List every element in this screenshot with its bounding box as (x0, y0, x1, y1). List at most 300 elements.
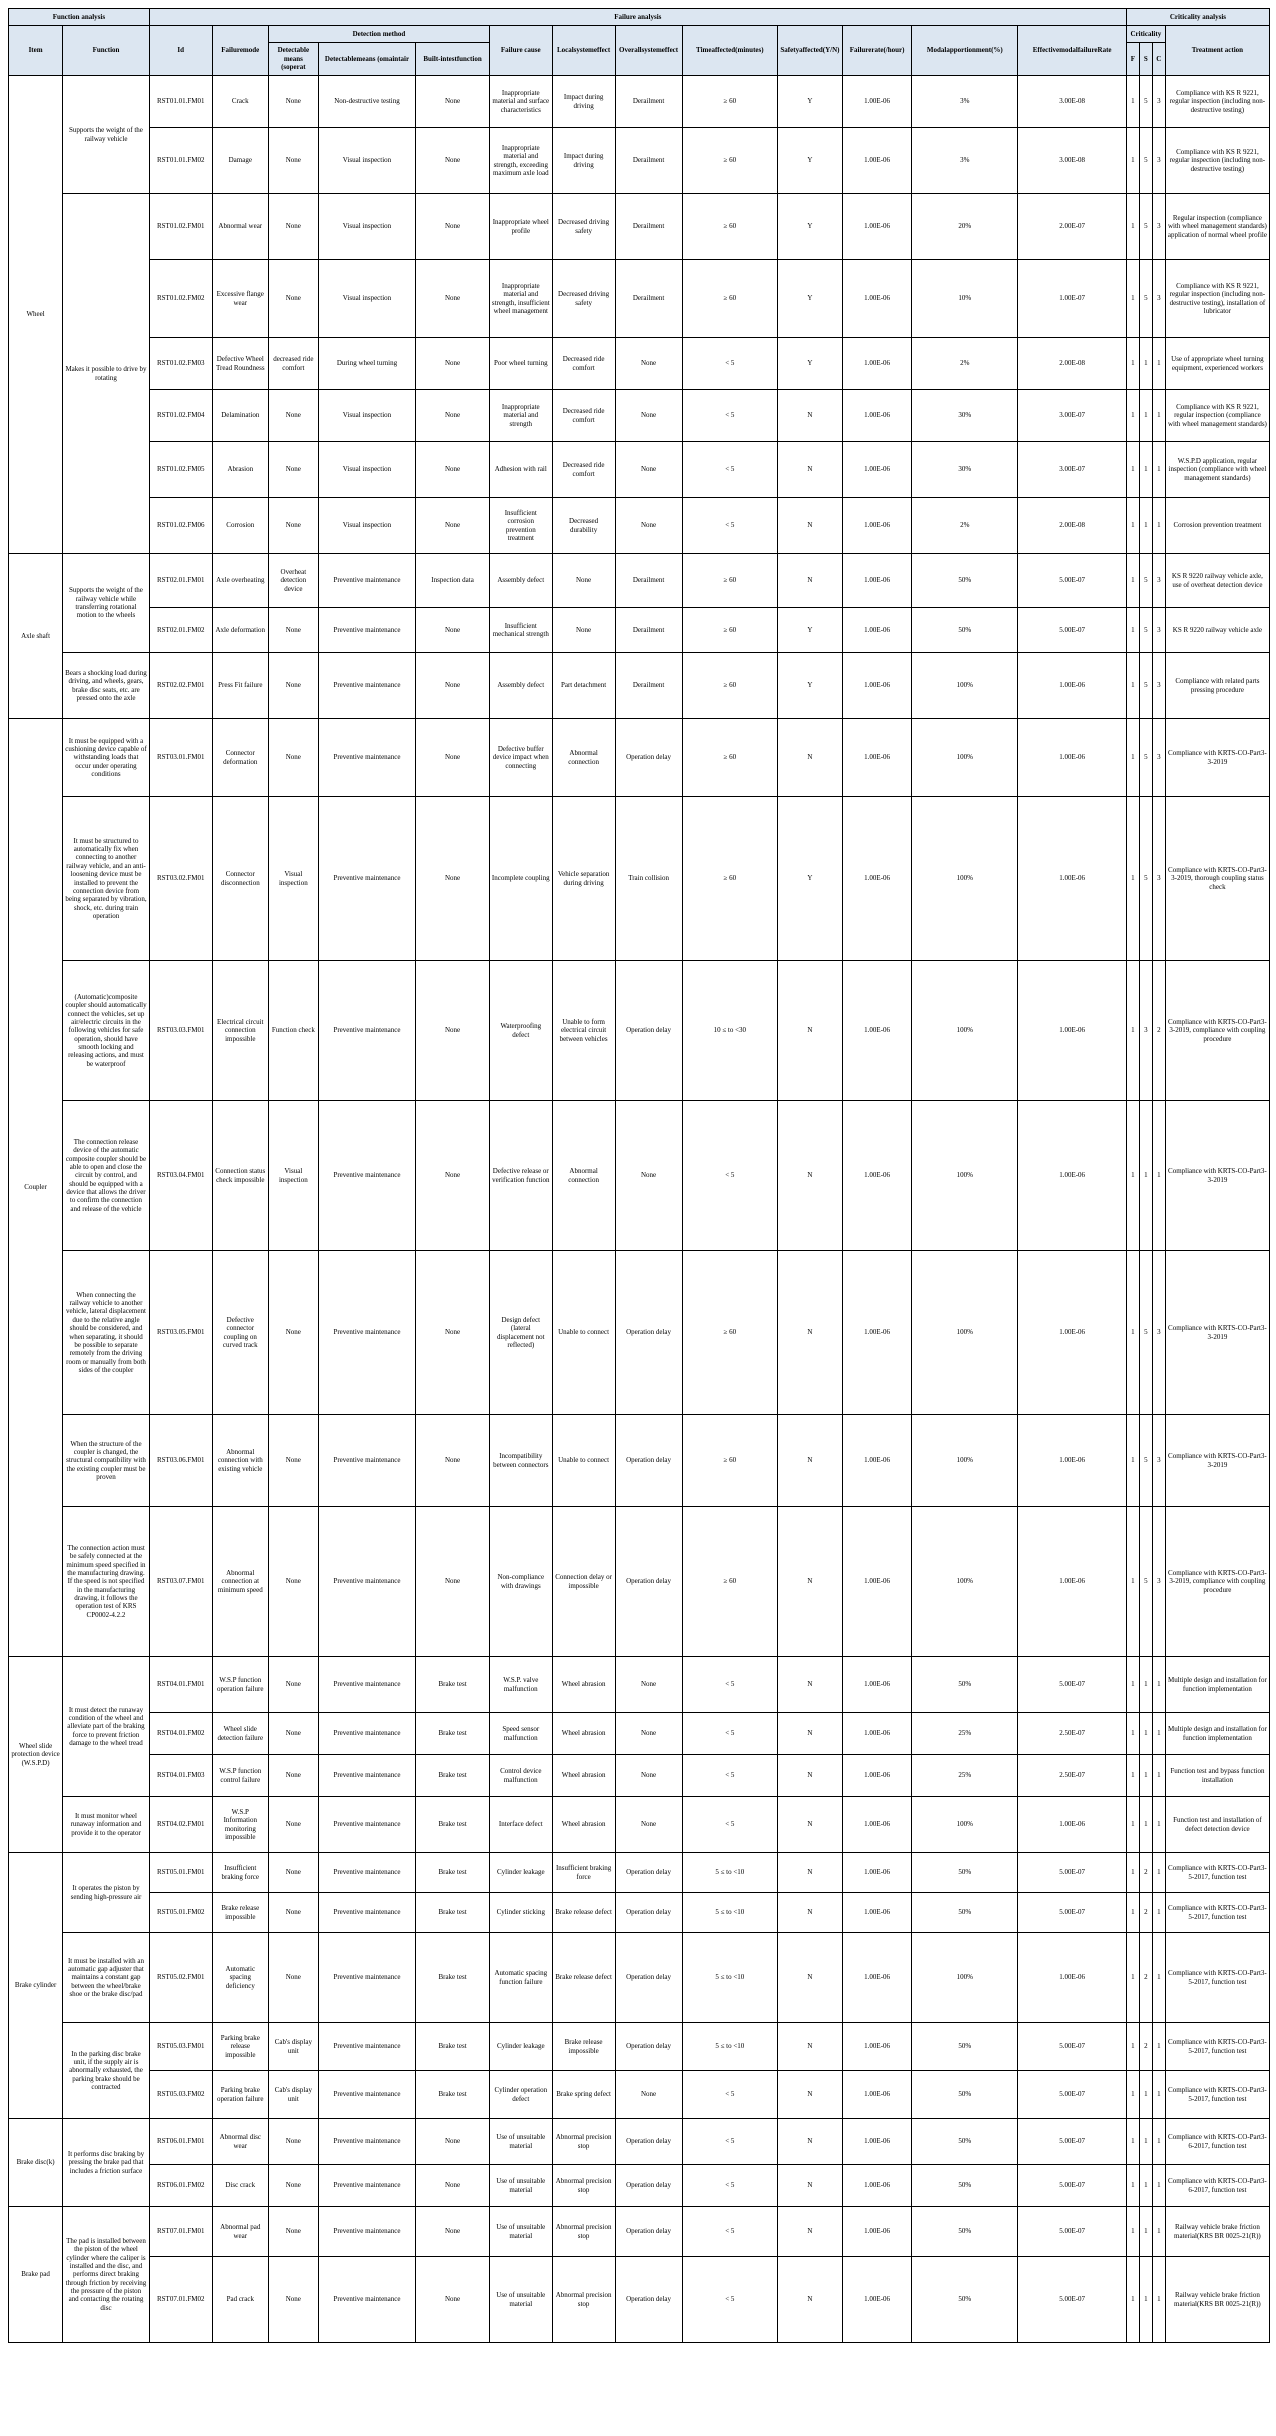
built-in-test-cell: Brake test (416, 1755, 490, 1797)
safety-affected-cell: N (777, 442, 842, 498)
local-effect-cell: Wheel abrasion (552, 1713, 615, 1755)
table-row (9, 719, 1270, 797)
modal-apportionment-cell: 100% (912, 1933, 1018, 2023)
local-effect-cell: Unable to form electrical circuit between vehicles (552, 961, 615, 1101)
detectable-means-operator-header: Detectable means (soperat (268, 43, 318, 76)
effective-rate-cell: 3.00E-07 (1018, 390, 1126, 442)
failure-mode-cell: Abnormal wear (212, 194, 268, 260)
treatment-action-cell: Compliance with KRTS-CO-Part3-3-2019, thorough coupling status check (1165, 797, 1269, 961)
s-value-cell: 2 (1139, 2023, 1152, 2071)
c-value-cell: 3 (1152, 653, 1165, 719)
overall-effect-cell: Derailment (615, 194, 682, 260)
failure-id-cell: RST04.01.FM03 (149, 1755, 212, 1797)
local-effect-cell: Wheel abrasion (552, 1657, 615, 1713)
c-value-cell: 1 (1152, 2165, 1165, 2207)
built-in-test-cell: Brake test (416, 1657, 490, 1713)
local-effect-cell: Impact during driving (552, 128, 615, 194)
built-in-test-cell: None (416, 2257, 490, 2343)
safety-affected-cell: Y (777, 260, 842, 338)
failure-rate-cell: 1.00E-06 (842, 1507, 911, 1657)
failure-rate-cell: 1.00E-06 (842, 2023, 911, 2071)
failure-cause-cell: Use of unsuitable material (489, 2207, 552, 2257)
s-value-cell: 5 (1139, 128, 1152, 194)
treatment-action-cell: Multiple design and installation for function implementation (1165, 1657, 1269, 1713)
local-effect-cell: Abnormal connection (552, 719, 615, 797)
detectable-means-maintainer-cell: Preventive maintenance (318, 1507, 415, 1657)
f-value-cell: 1 (1126, 194, 1139, 260)
time-affected-cell: ≥ 60 (682, 128, 777, 194)
treatment-action-cell: Compliance with KRTS-CO-Part3-5-2017, function test (1165, 1933, 1269, 2023)
local-effect-cell: Decreased ride comfort (552, 442, 615, 498)
failure-rate-cell: 1.00E-06 (842, 797, 911, 961)
failure-mode-cell: Disc crack (212, 2165, 268, 2207)
failure-rate-cell: 1.00E-06 (842, 2119, 911, 2165)
f-value-cell: 1 (1126, 498, 1139, 554)
safety-affected-cell: N (777, 1755, 842, 1797)
effective-rate-cell: 1.00E-07 (1018, 260, 1126, 338)
detectable-means-operator-cell: None (268, 2165, 318, 2207)
time-affected-cell: ≥ 60 (682, 1415, 777, 1507)
local-effect-cell: Part detachment (552, 653, 615, 719)
c-header: C (1152, 43, 1165, 76)
f-value-cell: 1 (1126, 1797, 1139, 1853)
safety-affected-cell: Y (777, 128, 842, 194)
failure-id-cell: RST05.02.FM01 (149, 1933, 212, 2023)
treatment-action-cell: Compliance with KRTS-CO-Part3-5-2017, function test (1165, 2023, 1269, 2071)
overall-effect-cell: Operation delay (615, 1853, 682, 1893)
failure-id-cell: RST03.04.FM01 (149, 1101, 212, 1251)
time-affected-cell: ≥ 60 (682, 653, 777, 719)
built-in-test-cell: None (416, 338, 490, 390)
table-row (9, 961, 1270, 1101)
local-effect-cell: Brake release impossible (552, 2023, 615, 2071)
local-effect-cell: Decreased ride comfort (552, 338, 615, 390)
detectable-means-maintainer-cell: Visual inspection (318, 390, 415, 442)
detection-method-header: Detection method (268, 26, 489, 43)
built-in-test-cell: None (416, 2207, 490, 2257)
built-in-test-cell: Brake test (416, 2023, 490, 2071)
c-value-cell: 3 (1152, 797, 1165, 961)
failure-id-cell: RST03.07.FM01 (149, 1507, 212, 1657)
failure-id-cell: RST03.02.FM01 (149, 797, 212, 961)
table-row (9, 2207, 1270, 2257)
time-affected-cell: < 5 (682, 390, 777, 442)
failure-rate-cell: 1.00E-06 (842, 1657, 911, 1713)
modal-apportionment-cell: 100% (912, 1415, 1018, 1507)
failure-id-cell: RST01.02.FM03 (149, 338, 212, 390)
s-value-cell: 5 (1139, 797, 1152, 961)
overall-effect-cell: Operation delay (615, 719, 682, 797)
table-row (9, 1101, 1270, 1251)
item-header: Item (9, 26, 63, 76)
time-affected-cell: < 5 (682, 1713, 777, 1755)
c-value-cell: 1 (1152, 442, 1165, 498)
safety-affected-cell: N (777, 2207, 842, 2257)
local-effect-cell: None (552, 554, 615, 608)
failure-cause-cell: Cylinder sticking (489, 1893, 552, 1933)
failure-mode-cell: Electrical circuit connection impossible (212, 961, 268, 1101)
detectable-means-operator-cell: None (268, 1251, 318, 1415)
built-in-test-cell: None (416, 961, 490, 1101)
effective-rate-cell: 5.00E-07 (1018, 608, 1126, 653)
detectable-means-maintainer-cell: Preventive maintenance (318, 1251, 415, 1415)
detectable-means-maintainer-cell: Preventive maintenance (318, 719, 415, 797)
effective-rate-cell: 1.00E-06 (1018, 1101, 1126, 1251)
modal-apportionment-cell: 3% (912, 76, 1018, 128)
overall-effect-cell: Train collision (615, 797, 682, 961)
local-effect-cell: Abnormal precision stop (552, 2207, 615, 2257)
failure-mode-cell: Wheel slide detection failure (212, 1713, 268, 1755)
c-value-cell: 3 (1152, 1507, 1165, 1657)
failure-rate-cell: 1.00E-06 (842, 338, 911, 390)
failure-rate-cell: 1.00E-06 (842, 1755, 911, 1797)
safety-affected-cell: N (777, 1101, 842, 1251)
modal-apportionment-cell: 25% (912, 1755, 1018, 1797)
treatment-action-cell: Use of appropriate wheel turning equipment, experienced workers (1165, 338, 1269, 390)
failure-mode-cell: Connector disconnection (212, 797, 268, 961)
failure-rate-cell: 1.00E-06 (842, 1797, 911, 1853)
modal-apportionment-cell: 50% (912, 2071, 1018, 2119)
failure-cause-cell: Poor wheel turning (489, 338, 552, 390)
detectable-means-maintainer-cell: Preventive maintenance (318, 797, 415, 961)
failure-cause-cell: Cylinder operation defect (489, 2071, 552, 2119)
function-cell: In the parking disc brake unit, if the supply air is abnormally exhausted, the parking brake should be contracted (63, 2023, 150, 2119)
treatment-action-cell: Compliance with KRTS-CO-Part3-5-2017, function test (1165, 1893, 1269, 1933)
function-cell: Makes it possible to drive by rotating (63, 194, 150, 554)
table-row (9, 1713, 1270, 1755)
failure-id-cell: RST07.01.FM01 (149, 2207, 212, 2257)
overall-effect-cell: None (615, 1657, 682, 1713)
time-affected-cell: < 5 (682, 1657, 777, 1713)
table-row (9, 653, 1270, 719)
detectable-means-maintainer-cell: Preventive maintenance (318, 1893, 415, 1933)
s-value-cell: 2 (1139, 1933, 1152, 2023)
failure-mode-cell: Automatic spacing deficiency (212, 1933, 268, 2023)
time-affected-cell: < 5 (682, 442, 777, 498)
treatment-action-cell: Compliance with KRTS-CO-Part3-6-2017, function test (1165, 2165, 1269, 2207)
time-affected-cell: 5 ≤ to <10 (682, 2023, 777, 2071)
detectable-means-maintainer-cell: Preventive maintenance (318, 961, 415, 1101)
s-value-cell: 5 (1139, 608, 1152, 653)
failure-cause-cell: W.S.P. valve malfunction (489, 1657, 552, 1713)
failure-mode-cell: Abnormal disc wear (212, 2119, 268, 2165)
overall-effect-cell: Derailment (615, 128, 682, 194)
treatment-action-cell: Compliance with KRTS-CO-Part3-5-2017, function test (1165, 1853, 1269, 1893)
table-row (9, 338, 1270, 390)
failure-cause-cell: Assembly defect (489, 554, 552, 608)
treatment-action-cell: Compliance with KS R 9221, regular inspection (including non-destructive testing) (1165, 128, 1269, 194)
time-affected-cell: ≥ 60 (682, 554, 777, 608)
table-row (9, 1251, 1270, 1415)
detectable-means-maintainer-cell: Preventive maintenance (318, 1797, 415, 1853)
failure-cause-cell: Inappropriate material and strength, exceeding maximum axle load (489, 128, 552, 194)
detectable-means-maintainer-cell: Preventive maintenance (318, 2165, 415, 2207)
time-affected-cell: < 5 (682, 2119, 777, 2165)
overall-effect-cell: Operation delay (615, 1251, 682, 1415)
overall-effect-cell: Derailment (615, 608, 682, 653)
c-value-cell: 3 (1152, 194, 1165, 260)
effective-rate-cell: 3.00E-07 (1018, 442, 1126, 498)
s-value-cell: 5 (1139, 554, 1152, 608)
time-affected-cell: < 5 (682, 338, 777, 390)
function-cell: It must be equipped with a cushioning device capable of withstanding loads that occur under operating conditions (63, 719, 150, 797)
built-in-test-cell: None (416, 442, 490, 498)
treatment-action-cell: Compliance with KRTS-CO-Part3-3-2019 (1165, 1101, 1269, 1251)
safety-affected-cell: Y (777, 76, 842, 128)
detectable-means-operator-cell: None (268, 390, 318, 442)
detectable-means-operator-cell: None (268, 1507, 318, 1657)
failure-cause-cell: Adhesion with rail (489, 442, 552, 498)
f-value-cell: 1 (1126, 1415, 1139, 1507)
failure-rate-cell: 1.00E-06 (842, 719, 911, 797)
failure-cause-cell: Automatic spacing function failure (489, 1933, 552, 2023)
detectable-means-operator-cell: None (268, 76, 318, 128)
failure-cause-cell: Use of unsuitable material (489, 2257, 552, 2343)
detectable-means-maintainer-cell: Preventive maintenance (318, 2023, 415, 2071)
s-value-cell: 1 (1139, 1101, 1152, 1251)
failure-cause-cell: Incompatibility between connectors (489, 1415, 552, 1507)
effective-rate-cell: 5.00E-07 (1018, 2257, 1126, 2343)
modal-apportionment-header: Modalapportionment(%) (912, 26, 1018, 76)
time-affected-cell: ≥ 60 (682, 1251, 777, 1415)
overall-effect-cell: Operation delay (615, 2207, 682, 2257)
f-value-cell: 1 (1126, 1657, 1139, 1713)
detectable-means-maintainer-cell: Preventive maintenance (318, 2207, 415, 2257)
overall-effect-cell: Derailment (615, 554, 682, 608)
failure-mode-cell: Brake release impossible (212, 1893, 268, 1933)
detectable-means-operator-cell: None (268, 608, 318, 653)
detectable-means-operator-cell: Cab's display unit (268, 2071, 318, 2119)
failure-rate-cell: 1.00E-06 (842, 1893, 911, 1933)
fmeca-table-container (8, 8, 1270, 2343)
function-cell: It must detect the runaway condition of the wheel and alleviate part of the braking force to prevent friction damage to the wheel tread (63, 1657, 150, 1797)
item-cell: Brake cylinder (9, 1853, 63, 2119)
function-cell: (Automatic)composite coupler should automatically connect the vehicles, set up air/electric circuits in the following vehicles for safe operation, should have smooth locking and releasing actions, and must be waterproof (63, 961, 150, 1101)
local-effect-cell: Brake release defect (552, 1893, 615, 1933)
id-header: Id (149, 26, 212, 76)
function-cell: The connection action must be safely connected at the minimum speed specified in the manufacturing drawing. If the speed is not specified in the manufacturing drawing, it follows the operation test of KRS CP0002-4.2.2 (63, 1507, 150, 1657)
failure-rate-cell: 1.00E-06 (842, 554, 911, 608)
failure-id-cell: RST01.02.FM06 (149, 498, 212, 554)
overall-effect-cell: Operation delay (615, 1933, 682, 2023)
f-value-cell: 1 (1126, 653, 1139, 719)
modal-apportionment-cell: 30% (912, 390, 1018, 442)
table-row (9, 2257, 1270, 2343)
detectable-means-maintainer-cell: Visual inspection (318, 194, 415, 260)
failure-mode-cell: Defective Wheel Tread Roundness (212, 338, 268, 390)
failure-mode-cell: Defective connector coupling on curved track (212, 1251, 268, 1415)
c-value-cell: 2 (1152, 961, 1165, 1101)
safety-affected-cell: N (777, 1853, 842, 1893)
detectable-means-maintainer-cell: Preventive maintenance (318, 2119, 415, 2165)
detectable-means-maintainer-cell: Non-destructive testing (318, 76, 415, 128)
item-cell: Coupler (9, 719, 63, 1657)
failure-cause-cell: Inappropriate material and strength (489, 390, 552, 442)
local-effect-cell: Decreased ride comfort (552, 390, 615, 442)
failure-rate-cell: 1.00E-06 (842, 390, 911, 442)
modal-apportionment-cell: 100% (912, 1797, 1018, 1853)
function-header: Function (63, 26, 150, 76)
detectable-means-maintainer-cell: Preventive maintenance (318, 1755, 415, 1797)
effective-rate-cell: 5.00E-07 (1018, 1657, 1126, 1713)
safety-affected-header: Safetyaffected(Y/N) (777, 26, 842, 76)
treatment-action-cell: Railway vehicle brake friction material(KRS BR 0025-21(R)) (1165, 2257, 1269, 2343)
detectable-means-operator-cell: Cab's display unit (268, 2023, 318, 2071)
f-value-cell: 1 (1126, 2119, 1139, 2165)
detectable-means-maintainer-cell: Preventive maintenance (318, 2071, 415, 2119)
failure-rate-cell: 1.00E-06 (842, 76, 911, 128)
effective-rate-cell: 1.00E-06 (1018, 1251, 1126, 1415)
modal-apportionment-cell: 3% (912, 128, 1018, 194)
s-value-cell: 5 (1139, 260, 1152, 338)
treatment-action-cell: Multiple design and installation for function implementation (1165, 1713, 1269, 1755)
built-in-test-header: Built-intestfunction (416, 43, 490, 76)
safety-affected-cell: Y (777, 797, 842, 961)
failure-id-cell: RST01.02.FM04 (149, 390, 212, 442)
f-value-cell: 1 (1126, 1755, 1139, 1797)
s-value-cell: 1 (1139, 1755, 1152, 1797)
time-affected-cell: ≥ 60 (682, 719, 777, 797)
time-affected-cell: ≥ 60 (682, 608, 777, 653)
detectable-means-maintainer-cell: Preventive maintenance (318, 2257, 415, 2343)
built-in-test-cell: None (416, 1101, 490, 1251)
local-effect-cell: Wheel abrasion (552, 1797, 615, 1853)
modal-apportionment-cell: 50% (912, 2257, 1018, 2343)
time-affected-cell: 10 ≤ to <30 (682, 961, 777, 1101)
failure-cause-cell: Insufficient corrosion prevention treatment (489, 498, 552, 554)
failure-id-cell: RST03.03.FM01 (149, 961, 212, 1101)
modal-apportionment-cell: 50% (912, 1893, 1018, 1933)
modal-apportionment-cell: 100% (912, 797, 1018, 961)
treatment-action-cell: Compliance with KRTS-CO-Part3-3-2019, compliance with coupling procedure (1165, 961, 1269, 1101)
effective-rate-cell: 5.00E-07 (1018, 1893, 1126, 1933)
item-cell: Brake disc(k) (9, 2119, 63, 2207)
modal-apportionment-cell: 50% (912, 2119, 1018, 2165)
detectable-means-maintainer-cell: Visual inspection (318, 498, 415, 554)
s-value-cell: 5 (1139, 719, 1152, 797)
detectable-means-operator-cell: None (268, 719, 318, 797)
function-cell: It performs disc braking by pressing the brake pad that includes a friction surface (63, 2119, 150, 2207)
local-effect-cell: Decreased driving safety (552, 260, 615, 338)
s-value-cell: 1 (1139, 2071, 1152, 2119)
table-row (9, 2071, 1270, 2119)
failure-mode-cell: Press Fit failure (212, 653, 268, 719)
table-row (9, 128, 1270, 194)
built-in-test-cell: Brake test (416, 2071, 490, 2119)
s-value-cell: 1 (1139, 2207, 1152, 2257)
overall-effect-cell: None (615, 1713, 682, 1755)
f-value-cell: 1 (1126, 128, 1139, 194)
failure-mode-cell: Parking brake release impossible (212, 2023, 268, 2071)
built-in-test-cell: None (416, 76, 490, 128)
detectable-means-maintainer-cell: Preventive maintenance (318, 1933, 415, 2023)
failure-rate-cell: 1.00E-06 (842, 128, 911, 194)
effective-rate-cell: 1.00E-06 (1018, 653, 1126, 719)
effective-rate-cell: 3.00E-08 (1018, 128, 1126, 194)
time-affected-cell: < 5 (682, 2165, 777, 2207)
c-value-cell: 3 (1152, 128, 1165, 194)
f-value-cell: 1 (1126, 2165, 1139, 2207)
time-affected-cell: < 5 (682, 1101, 777, 1251)
failure-id-cell: RST05.01.FM01 (149, 1853, 212, 1893)
safety-affected-cell: N (777, 2023, 842, 2071)
detectable-means-maintainer-cell: Preventive maintenance (318, 554, 415, 608)
function-cell: The pad is installed between the piston of the wheel cylinder where the caliper is installed and the disc, and performs direct braking through friction by receiving the pressure of the piston and contacting the rotating disc (63, 2207, 150, 2343)
f-value-cell: 1 (1126, 2207, 1139, 2257)
overall-effect-cell: Operation delay (615, 2257, 682, 2343)
time-affected-cell: ≥ 60 (682, 194, 777, 260)
failure-cause-cell: Interface defect (489, 1797, 552, 1853)
s-value-cell: 5 (1139, 194, 1152, 260)
treatment-action-cell: Railway vehicle brake friction material(KRS BR 0025-21(R)) (1165, 2207, 1269, 2257)
table-row (9, 1893, 1270, 1933)
failure-cause-header: Failure cause (489, 26, 552, 76)
fmeca-body (9, 76, 1270, 2343)
modal-apportionment-cell: 50% (912, 2165, 1018, 2207)
safety-affected-cell: Y (777, 338, 842, 390)
built-in-test-cell: Brake test (416, 1797, 490, 1853)
function-cell: Supports the weight of the railway vehicle (63, 76, 150, 194)
failure-id-cell: RST01.02.FM05 (149, 442, 212, 498)
failure-mode-cell: W.S.P function control failure (212, 1755, 268, 1797)
failure-mode-cell: Abnormal connection at minimum speed (212, 1507, 268, 1657)
failure-id-cell: RST01.01.FM01 (149, 76, 212, 128)
treatment-action-cell: Corrosion prevention treatment (1165, 498, 1269, 554)
time-affected-cell: < 5 (682, 1797, 777, 1853)
c-value-cell: 1 (1152, 498, 1165, 554)
c-value-cell: 1 (1152, 2119, 1165, 2165)
f-value-cell: 1 (1126, 797, 1139, 961)
failure-id-cell: RST05.03.FM02 (149, 2071, 212, 2119)
f-value-cell: 1 (1126, 608, 1139, 653)
failure-mode-cell: Axle overheating (212, 554, 268, 608)
detectable-means-maintainer-cell: Preventive maintenance (318, 1415, 415, 1507)
failure-id-cell: RST04.01.FM02 (149, 1713, 212, 1755)
local-effect-cell: Abnormal precision stop (552, 2119, 615, 2165)
safety-affected-cell: N (777, 2071, 842, 2119)
table-row (9, 2165, 1270, 2207)
detectable-means-maintainer-cell: During wheel turning (318, 338, 415, 390)
local-effect-cell: Brake release defect (552, 1933, 615, 2023)
failure-rate-cell: 1.00E-06 (842, 608, 911, 653)
detectable-means-maintainer-cell: Visual inspection (318, 260, 415, 338)
f-header: F (1126, 43, 1139, 76)
table-row (9, 2023, 1270, 2071)
failure-id-cell: RST05.01.FM02 (149, 1893, 212, 1933)
f-value-cell: 1 (1126, 1933, 1139, 2023)
s-value-cell: 2 (1139, 1853, 1152, 1893)
modal-apportionment-cell: 50% (912, 554, 1018, 608)
table-row (9, 1933, 1270, 2023)
table-row (9, 1507, 1270, 1657)
overall-effect-cell: None (615, 498, 682, 554)
table-row (9, 608, 1270, 653)
effective-rate-cell: 5.00E-07 (1018, 2165, 1126, 2207)
item-cell: Wheel slide protection device (W.S.P.D) (9, 1657, 63, 1853)
overall-effect-cell: Derailment (615, 76, 682, 128)
modal-apportionment-cell: 50% (912, 608, 1018, 653)
failure-cause-cell: Insufficient mechanical strength (489, 608, 552, 653)
s-value-cell: 1 (1139, 2165, 1152, 2207)
c-value-cell: 3 (1152, 608, 1165, 653)
treatment-action-cell: Compliance with KS R 9221, regular inspection (compliance with wheel management standards) (1165, 390, 1269, 442)
local-effect-cell: None (552, 608, 615, 653)
safety-affected-cell: N (777, 2257, 842, 2343)
c-value-cell: 1 (1152, 2023, 1165, 2071)
function-cell: It operates the piston by sending high-pressure air (63, 1853, 150, 1933)
failure-cause-cell: Defective release or verification function (489, 1101, 552, 1251)
treatment-action-cell: Regular inspection (compliance with wheel management standards) application of normal wheel profile (1165, 194, 1269, 260)
